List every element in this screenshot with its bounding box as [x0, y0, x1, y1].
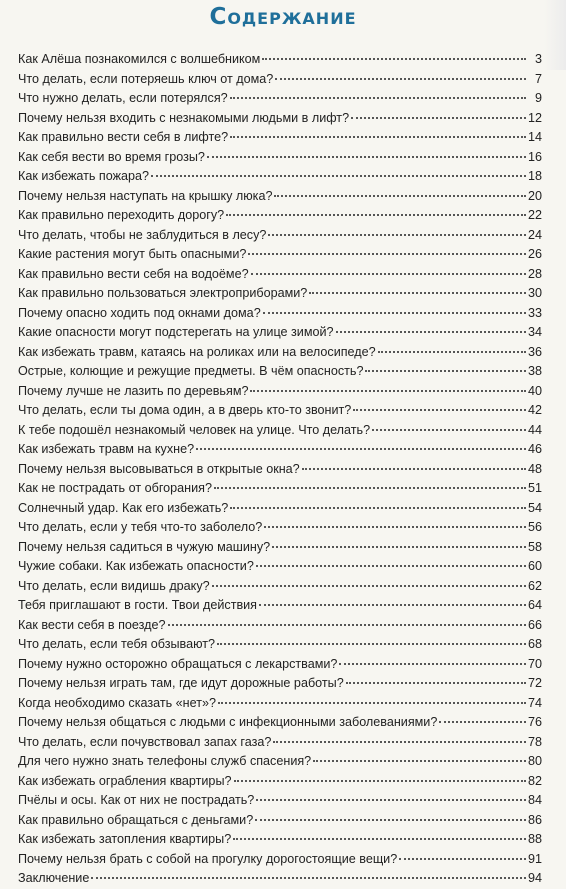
- toc-entry-title: Как правильно вести себя на водоёме?: [18, 266, 249, 281]
- toc-entry-title: Как избежать травм, катаясь на роликах или на велосипеде?: [18, 344, 376, 359]
- toc-entry-page-number: 40: [527, 383, 542, 398]
- toc-entry-title: Почему нельзя играть там, где идут дорожные работы?: [18, 676, 344, 690]
- toc-entry: [18, 713, 542, 733]
- toc-entry-title: Что делать, если у тебя что-то заболело?: [18, 520, 263, 534]
- toc-entry: [18, 850, 542, 870]
- toc-entry: [18, 733, 542, 753]
- toc-entry: [18, 148, 542, 168]
- toc-entry-title: Что делать, если видишь драку?: [18, 578, 210, 593]
- toc-dot-leader: [251, 273, 526, 275]
- toc-dot-leader: [212, 585, 526, 587]
- toc-entry-title: Как правильно пользоваться электроприборами?: [18, 286, 308, 300]
- toc-entry: [18, 518, 542, 538]
- toc-dot-leader: [226, 214, 526, 216]
- toc-entry-page-number: 91: [527, 851, 542, 866]
- toc-entry-page-number: 16: [527, 149, 542, 164]
- toc-entry: [18, 752, 542, 772]
- toc-entry: [18, 89, 542, 109]
- toc-entry: [18, 109, 542, 129]
- toc-dot-leader: [248, 253, 526, 255]
- toc-entry: [18, 635, 542, 655]
- toc-entry-page-number: 9: [534, 91, 542, 105]
- toc-entry-title: Как вести себя в поезде?: [18, 617, 166, 632]
- toc-entry-title: Солнечный удар. Как его избежать?: [18, 500, 229, 515]
- toc-entry-page-number: 3: [534, 52, 542, 66]
- toc-entry: [18, 167, 542, 187]
- toc-entry: [18, 304, 542, 324]
- toc-entry-title: Что делать, если ты дома один, а в дверь кто-то звонит?: [18, 403, 352, 417]
- toc-entry-page-number: 33: [527, 305, 542, 320]
- toc-entry-title: Что делать, чтобы не заблудиться в лесу?: [18, 227, 267, 242]
- toc-entry: [18, 206, 542, 226]
- toc-entry-title: Для чего нужно знать телефоны служб спасения?: [18, 754, 312, 768]
- toc-dot-leader: [264, 526, 526, 528]
- toc-entry: [18, 284, 542, 304]
- toc-entry-title: Почему нельзя садиться в чужую машину?: [18, 539, 271, 554]
- toc-dot-leader: [339, 663, 526, 665]
- toc-entry-title: Когда необходимо сказать «нет»?: [18, 695, 217, 710]
- toc-entry: [18, 343, 542, 363]
- toc-dot-leader: [262, 58, 526, 60]
- toc-entry: [18, 577, 542, 597]
- toc-entry-page-number: 24: [527, 227, 542, 242]
- toc-dot-leader: [250, 390, 526, 392]
- toc-entry: [18, 245, 542, 265]
- toc-dot-leader: [365, 370, 526, 372]
- toc-entry-page-number: 18: [527, 169, 542, 183]
- toc-entry-page-number: 28: [527, 266, 542, 281]
- toc-entry-title: Что делать, если тебя обзывают?: [18, 637, 216, 651]
- toc-entry: [18, 655, 542, 675]
- toc-entry-page-number: 30: [527, 286, 542, 300]
- toc-entry: [18, 401, 542, 421]
- toc-entry-title: Почему нужно осторожно обращаться с лекарствами?: [18, 656, 338, 671]
- toc-entry-page-number: 58: [527, 539, 542, 554]
- toc-entry-page-number: 46: [527, 442, 542, 456]
- toc-entry-page-number: 74: [527, 695, 542, 710]
- toc-entry-page-number: 44: [527, 422, 542, 437]
- toc-entry: [18, 616, 542, 636]
- toc-entry-title: Что нужно делать, если потерялся?: [18, 91, 228, 105]
- toc-entry-page-number: 86: [527, 812, 542, 827]
- toc-entry-page-number: 38: [527, 364, 542, 378]
- toc-dot-leader: [214, 487, 526, 489]
- toc-entry-title: К тебе подошёл незнакомый человек на улице. Что делать?: [18, 422, 371, 437]
- toc-entry-page-number: 78: [527, 734, 542, 749]
- toc-entry-page-number: 14: [527, 130, 542, 144]
- toc-entry-page-number: 26: [527, 247, 542, 261]
- toc-dot-leader: [168, 624, 526, 626]
- toc-dot-leader: [234, 780, 526, 782]
- toc-dot-leader: [256, 565, 526, 567]
- toc-entry-page-number: 56: [527, 520, 542, 534]
- toc-entry: [18, 479, 542, 499]
- toc-dot-leader: [313, 760, 526, 762]
- toc-dot-leader: [230, 507, 526, 509]
- toc-entry-title: Чужие собаки. Как избежать опасности?: [18, 559, 254, 573]
- toc-entry-title: Почему нельзя наступать на крышку люка?: [18, 188, 273, 203]
- toc-entry-page-number: 51: [527, 481, 542, 495]
- toc-entry-page-number: 64: [527, 598, 542, 612]
- toc-entry-page-number: 48: [527, 461, 542, 476]
- toc-dot-leader: [268, 234, 526, 236]
- toc-dot-leader: [273, 741, 526, 743]
- toc-entry-title: Как избежать пожара?: [18, 169, 150, 183]
- toc-entry-title: Что делать, если почувствовал запах газа?: [18, 734, 272, 749]
- toc-entry-page-number: 80: [527, 754, 542, 768]
- toc-dot-leader: [263, 312, 526, 314]
- toc-entry: [18, 538, 542, 558]
- toc-dot-leader: [336, 331, 526, 333]
- toc-entry-page-number: 60: [527, 559, 542, 573]
- toc-entry: [18, 50, 542, 70]
- toc-dot-leader: [91, 877, 526, 879]
- toc-dot-leader: [353, 409, 526, 411]
- toc-entry: [18, 440, 542, 460]
- toc-dot-leader: [399, 858, 526, 860]
- toc-entry-page-number: 36: [527, 344, 542, 359]
- toc-dot-leader: [372, 429, 526, 431]
- toc-entry-page-number: 42: [527, 403, 542, 417]
- toc-entry: [18, 382, 542, 402]
- toc-entry: [18, 830, 542, 850]
- toc-dot-leader: [274, 195, 526, 197]
- toc-entry-page-number: 76: [527, 715, 542, 729]
- toc-entry: [18, 226, 542, 246]
- toc-entry: [18, 421, 542, 441]
- toc-entry-page-number: 70: [527, 656, 542, 671]
- toc-dot-leader: [233, 838, 526, 840]
- toc-entry-title: Какие опасности могут подстерегать на улице зимой?: [18, 325, 334, 339]
- toc-entry-title: Что делать, если потеряешь ключ от дома?: [18, 71, 274, 86]
- toc-entry-page-number: 94: [527, 871, 542, 885]
- toc-entry-page-number: 68: [527, 637, 542, 651]
- toc-entry-title: Острые, колющие и режущие предметы. В чём опасность?: [18, 364, 364, 378]
- toc-entry-title: Почему нельзя общаться с людьми с инфекционными заболеваниями?: [18, 715, 438, 729]
- toc-entry-page-number: 66: [527, 617, 542, 632]
- toc-entry-title: Почему нельзя входить с незнакомыми людьми в лифт?: [18, 110, 350, 125]
- toc-entry-title: Как избежать травм на кухне?: [18, 442, 195, 456]
- toc-dot-leader: [378, 351, 526, 353]
- toc-entry-title: Почему нельзя брать с собой на прогулку дорогостоящие вещи?: [18, 851, 398, 866]
- toc-dot-leader: [302, 468, 526, 470]
- toc-entry: [18, 772, 542, 792]
- toc-entry-page-number: 34: [527, 325, 542, 339]
- toc-entry-title: Пчёлы и осы. Как от них не пострадать?: [18, 793, 255, 807]
- toc-entry-title: Как правильно вести себя в лифте?: [18, 130, 229, 144]
- toc-dot-leader: [230, 136, 526, 138]
- toc-entry-title: Почему нельзя высовываться в открытые окна?: [18, 461, 300, 476]
- toc-entry-title: Как Алёша познакомился с волшебником: [18, 52, 261, 66]
- toc-entry: [18, 811, 542, 831]
- toc-entry-title: Как избежать ограбления квартиры?: [18, 773, 232, 788]
- toc-dot-leader: [309, 292, 526, 294]
- toc-entry-title: Заключение: [18, 871, 90, 885]
- toc-entry: [18, 674, 542, 694]
- toc-entry: [18, 128, 542, 148]
- toc-entry: [18, 323, 542, 343]
- toc-entry: [18, 70, 542, 90]
- toc-dot-leader: [275, 78, 526, 80]
- toc-entry-title: Тебя приглашают в гости. Твои действия: [18, 598, 258, 612]
- toc-dot-leader: [272, 546, 526, 548]
- toc-dot-leader: [151, 175, 526, 177]
- toc-dot-leader: [256, 799, 526, 801]
- toc-entry-title: Как не пострадать от обгорания?: [18, 481, 212, 495]
- toc-entry: [18, 460, 542, 480]
- toc-dot-leader: [255, 819, 526, 821]
- toc-dot-leader: [217, 643, 526, 645]
- toc-entry-page-number: 72: [527, 676, 542, 690]
- toc-entry: [18, 869, 542, 889]
- toc-entry: [18, 362, 542, 382]
- toc-entry-title: Как избежать затопления квартиры?: [18, 832, 232, 846]
- toc-dot-leader: [439, 721, 526, 723]
- table-of-contents: [18, 50, 542, 889]
- toc-dot-leader: [218, 702, 526, 704]
- toc-entry-page-number: 62: [527, 578, 542, 593]
- toc-dot-leader: [196, 448, 526, 450]
- toc-entry-page-number: 7: [534, 71, 542, 86]
- toc-entry: [18, 187, 542, 207]
- toc-dot-leader: [207, 156, 526, 158]
- toc-entry: [18, 499, 542, 519]
- toc-entry: [18, 694, 542, 714]
- toc-entry-page-number: 22: [527, 208, 542, 222]
- toc-entry: [18, 791, 542, 811]
- toc-entry-title: Какие растения могут быть опасными?: [18, 247, 247, 261]
- toc-entry-page-number: 12: [527, 110, 542, 125]
- toc-entry-title: Как правильно обращаться с деньгами?: [18, 812, 254, 827]
- toc-entry-page-number: 88: [527, 832, 542, 846]
- toc-entry-title: Как правильно переходить дорогу?: [18, 208, 225, 222]
- toc-dot-leader: [230, 97, 526, 99]
- toc-entry-page-number: 20: [527, 188, 542, 203]
- toc-entry-page-number: 84: [527, 793, 542, 807]
- toc-dot-leader: [346, 682, 526, 684]
- toc-entry-page-number: 82: [527, 773, 542, 788]
- page-title: Содержание: [209, 4, 357, 30]
- toc-entry-title: Как себя вести во время грозы?: [18, 149, 205, 164]
- toc-entry-page-number: 54: [527, 500, 542, 515]
- toc-entry-title: Почему лучше не лазить по деревьям?: [18, 383, 249, 398]
- toc-entry-title: Почему опасно ходить под окнами дома?: [18, 305, 261, 320]
- toc-dot-leader: [351, 117, 526, 119]
- toc-dot-leader: [259, 604, 526, 606]
- toc-entry: [18, 596, 542, 616]
- toc-entry: [18, 557, 542, 577]
- toc-entry: [18, 265, 542, 285]
